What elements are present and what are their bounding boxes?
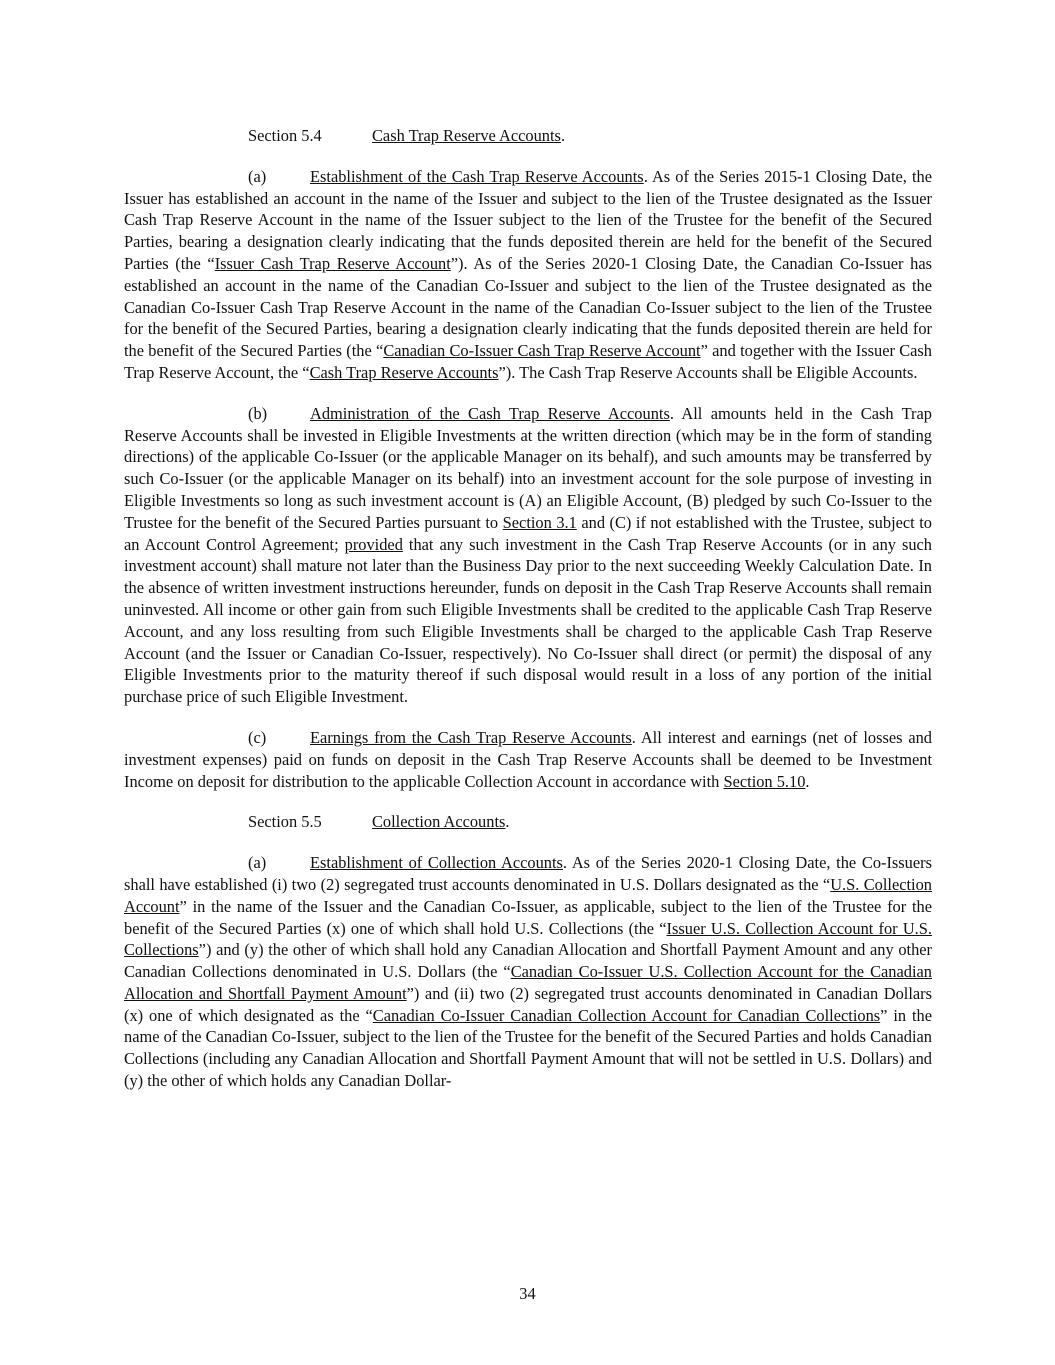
defined-term: Issuer U.S. Collection Account for U.S. Collections <box>124 918 932 960</box>
paragraph-5-5-a <box>124 852 932 1092</box>
paragraph-heading: Establishment of Collection Accounts <box>310 853 563 873</box>
section-number: Section 5.4 <box>248 126 322 145</box>
paragraph-text: ”). As of the Series 2020-1 Closing Date, the Canadian Co-Issuer has established an account in the name of the Canadian Co-Issuer and subject to the lien of the Trustee designated as the Canadian Co-Issuer Cash Trap Reserve Account in the name of the Canadian Co-Issuer subject to the lien of the Trustee for the benefit of the Secured Parties, bearing a designation clearly indicating that the funds deposited therein are held for the benefit of the Secured Parties (the “ <box>124 253 932 361</box>
paragraph-text: ”) and (ii) two (2) segregated trust accounts denominated in Canadian Dollars (x) one of which designated as the “ <box>124 983 932 1025</box>
cross-reference: Section 3.1 <box>502 512 577 532</box>
paragraph-heading: Administration of the Cash Trap Reserve Accounts <box>310 403 670 423</box>
defined-term: Canadian Co-Issuer U.S. Collection Account for the Canadian Allocation and Shortfall Payment Amount <box>124 962 932 1003</box>
paragraph-label: (b) <box>248 403 268 423</box>
defined-term: Canadian Co-Issuer Canadian Collection Account for Canadian Collections <box>372 1005 881 1025</box>
section-title: Cash Trap Reserve Accounts <box>372 126 561 145</box>
paragraph-text: that any such investment in the Cash Trap Reserve Accounts (or in any such investment account) shall mature not later than the Business Day prior to the next succeeding Weekly Calculation Date. In the absence of written investment instructions hereunder, funds on deposit in the Cash Trap Reserve Accounts shall remain uninvested. All income or other gain from such Eligible Investments shall be credited to the applicable Cash Trap Reserve Account, and any loss resulting from such Eligible Investments shall be charged to the applicable Cash Trap Reserve Account (and the Issuer or Canadian Co-Issuer, respectively). No Co-Issuer shall direct (or permit) the disposal of any Eligible Investments prior to the maturity thereof if such disposal would result in a loss of any portion of the initial purchase price of such Eligible Investment. <box>124 534 933 707</box>
paragraph-label: (c) <box>248 727 267 747</box>
paragraph-text: . As of the Series 2020-1 Closing Date, the Co-Issuers shall have established (i) two (2) segregated trust accounts denominated in U.S. Dollars designated as the “ <box>124 853 932 894</box>
paragraph-text: ”) and (y) the other of which shall hold any Canadian Allocation and Shortfall Payment Amount and any other Canadian Collections denominated in U.S. Dollars (the “ <box>124 940 932 982</box>
paragraph-5-4-c <box>124 727 932 792</box>
paragraph-text: . <box>805 771 810 791</box>
paragraph-text: . As of the Series 2015-1 Closing Date, the Issuer has established an account in the name of the Issuer and subject to the lien of the Trustee designated as the Issuer Cash Trap Reserve Account in the name of the Issuer subject to the lien of the Trustee for the benefit of the Secured Parties, bearing a designation clearly indicating that the funds deposited therein are held for the benefit of the Secured Parties (the “ <box>124 166 932 273</box>
paragraph-label: (a) <box>248 853 267 873</box>
defined-term: Canadian Co-Issuer Cash Trap Reserve Account <box>383 341 701 361</box>
document-page <box>124 125 932 1111</box>
paragraph-text: . All interest and earnings (net of losses and investment expenses) paid on funds on deposit in the Cash Trap Reserve Accounts shall be deemed to be Investment Income on deposit for distribution to the applicable Collection Account in accordance with <box>124 727 932 791</box>
paragraph-heading: Earnings from the Cash Trap Reserve Accounts <box>310 727 632 747</box>
paragraph-text: . All amounts held in the Cash Trap Reserve Accounts shall be invested in Eligible Investments at the written direction (which may be in the form of standing directions) of the applicable Co-Issuer (or the applicable Manager on its behalf), and such amounts may be transferred by such Co-Issuer (or the applicable Manager on its behalf) into an investment account for the sole purpose of investing in Eligible Investments so long as such investment account is (A) an Eligible Account, (B) pledged by such Co-Issuer to the Trustee for the benefit of the Secured Parties pursuant to <box>124 403 932 532</box>
paragraph-text: ” in the name of the Canadian Co-Issuer, subject to the lien of the Trustee for the benefit of the Secured Parties and holds Canadian Collections (including any Canadian Allocation and Shortfall Payment Amount that will not be settled in U.S. Dollars) and (y) the other of which holds any Canadian Dollar- <box>124 1005 932 1091</box>
paragraph-label: (a) <box>248 166 267 186</box>
paragraph-text: ” and together with the Issuer Cash Trap Reserve Account, the “ <box>124 341 932 382</box>
section-5-5-heading: Section 5.5 Collection Accounts. <box>248 812 510 832</box>
defined-term: Cash Trap Reserve Accounts <box>309 362 499 382</box>
defined-term: U.S. Collection Account <box>124 874 933 916</box>
page-number: 34 <box>519 1284 536 1303</box>
paragraph-text: and (C) if not established with the Trustee, subject to an Account Control Agreement; <box>124 512 932 554</box>
paragraph-5-4-a <box>124 166 932 384</box>
proviso-term: provided <box>344 534 403 554</box>
paragraph-text: ” in the name of the Issuer and the Canadian Co-Issuer, as applicable, subject to the lien of the Trustee for the benefit of the Secured Parties (x) one of which shall hold U.S. Collections (the “ <box>124 896 932 938</box>
defined-term: Issuer Cash Trap Reserve Account <box>214 253 451 273</box>
paragraph-heading: Establishment of the Cash Trap Reserve Accounts <box>310 166 644 186</box>
section-title: Collection Accounts <box>372 812 506 832</box>
paragraph-text: ”). The Cash Trap Reserve Accounts shall be Eligible Accounts. <box>498 362 918 382</box>
paragraph-5-4-b <box>124 403 932 708</box>
cross-reference: Section 5.10 <box>723 771 806 791</box>
section-5-4-heading: Section 5.4 Cash Trap Reserve Accounts. <box>248 126 566 145</box>
section-number: Section 5.5 <box>248 812 322 832</box>
